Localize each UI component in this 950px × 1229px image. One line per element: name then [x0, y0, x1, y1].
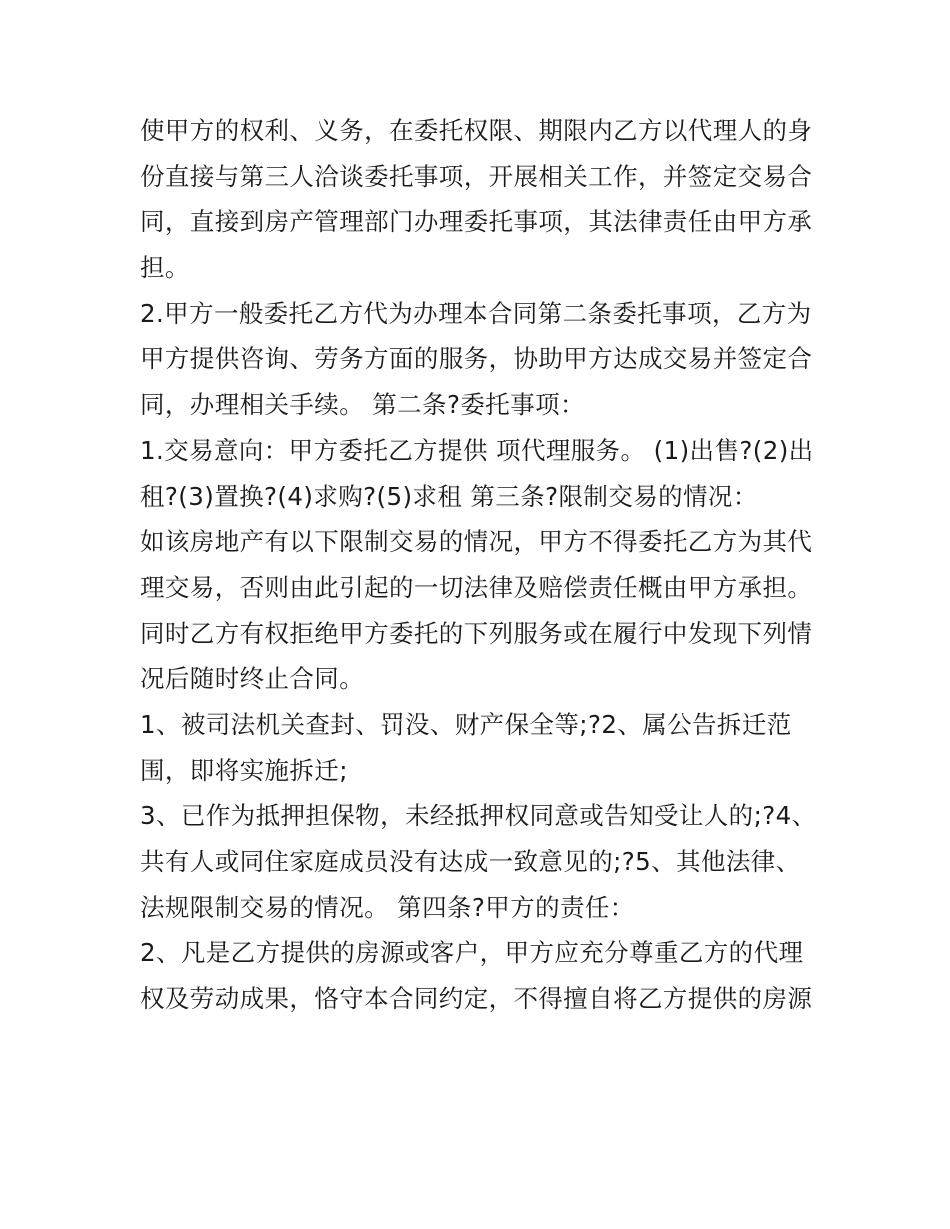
text-line: 围，即将实施拆迁; — [140, 755, 348, 785]
text-line: 共有人或同住家庭成员没有达成一致意见的;?5、其他法律、 — [140, 847, 801, 876]
text-line: 理交易，否则由此引起的一切法律及赔偿责任概由甲方承担。 — [140, 572, 813, 602]
text-line: 2.甲方一般委托乙方代为办理本合同第二条委托事项，乙方为 — [140, 298, 812, 328]
text-line: 权及劳动成果，恪守本合同约定，不得擅自将乙方提供的房源 — [140, 984, 813, 1014]
text-line: 使甲方的权利、义务，在委托权限、期限内乙方以代理人的身 — [140, 116, 813, 145]
text-line: 2、凡是乙方提供的房源或客户，甲方应充分尊重乙方的代理 — [140, 938, 804, 968]
text-line: 如该房地产有以下限制交易的情况，甲方不得委托乙方为其代 — [140, 527, 813, 557]
text-line: 1、被司法机关查封、罚没、财产保全等;?2、属公告拆迁范 — [140, 709, 792, 739]
text-line: 份直接与第三人洽谈委托事项，开展相关工作，并签定交易合 — [140, 161, 813, 191]
text-line: 3、已作为抵押担保物，未经抵押权同意或告知受让人的;?4、 — [140, 801, 817, 831]
text-line: 甲方提供咨询、劳务方面的服务，协助甲方达成交易并签定合 — [140, 344, 813, 374]
text-line: 担。 — [140, 253, 190, 283]
document-body — [140, 108, 830, 1022]
text-line: 租?(3)置换?(4)求购?(5)求租 第三条?限制交易的情况： — [140, 481, 758, 511]
text-line: 同，直接到房产管理部门办理委托事项，其法律责任由甲方承 — [140, 207, 813, 237]
text-line: 同，办理相关手续。 第二条?委托事项： — [140, 390, 585, 420]
text-line: 况后随时终止合同。 — [140, 664, 365, 694]
text-line: 同时乙方有权拒绝甲方委托的下列服务或在履行中发现下列情 — [140, 618, 813, 648]
text-line: 1.交易意向：甲方委托乙方提供 项代理服务。 (1)出售?(2)出 — [140, 435, 814, 465]
text-line: 法规限制交易的情况。 第四条?甲方的责任： — [140, 892, 635, 922]
